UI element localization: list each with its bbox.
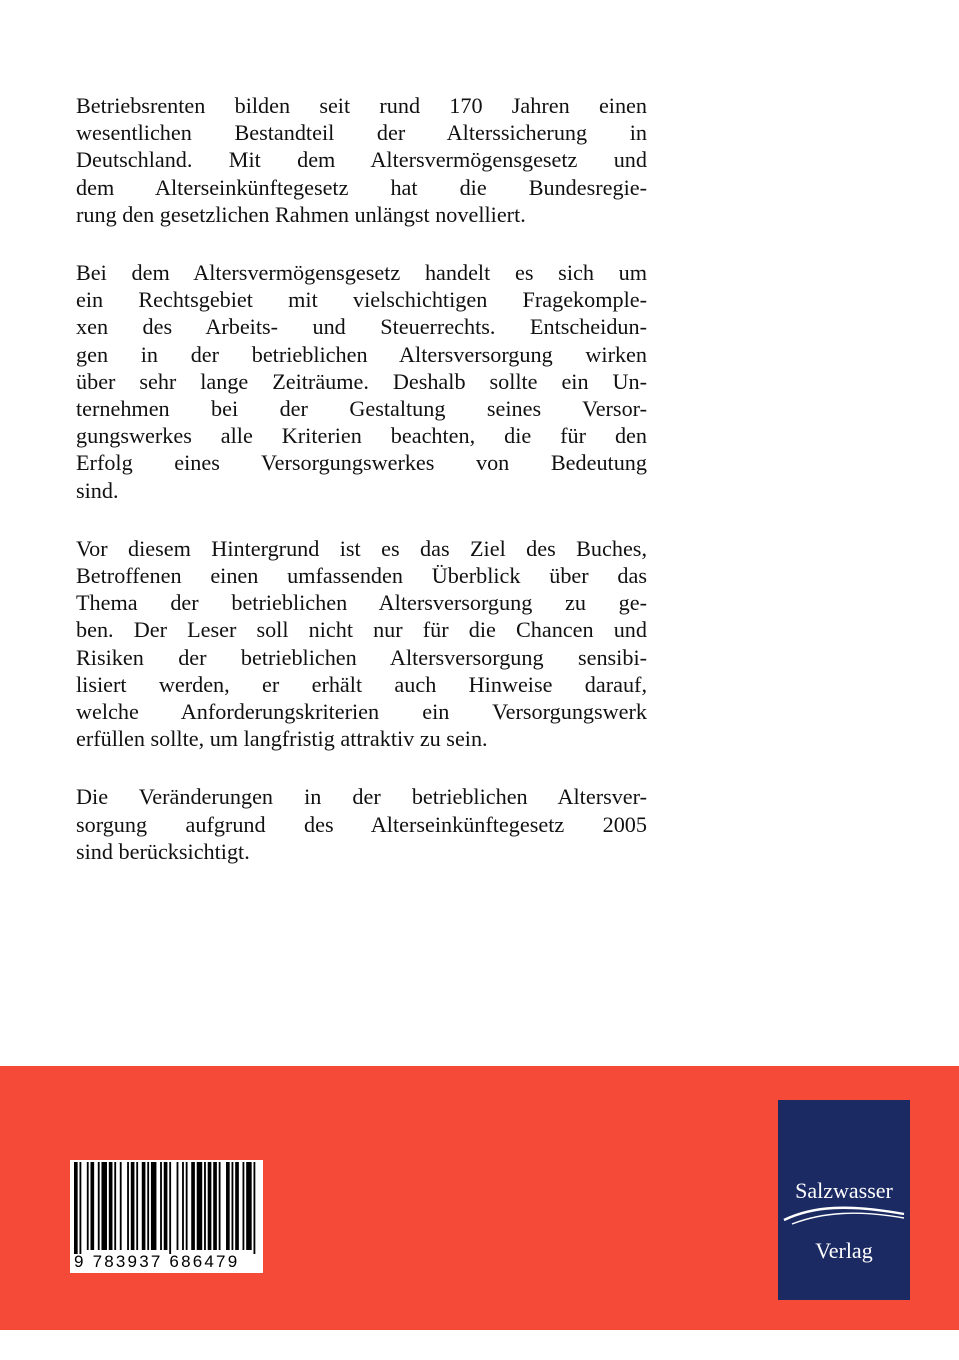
barcode-bar	[80, 1162, 82, 1254]
blurb-line: gungswerkes alle Kriterien beachten, die für den	[76, 423, 647, 449]
blurb-line: gen in der betrieblichen Altersversorgung wirken	[76, 341, 647, 367]
blurb-line: ein Rechtsgebiet mit vielschichtigen Fragekomple-	[76, 287, 647, 313]
blurb-line: sind.	[76, 477, 119, 503]
isbn-digits: 9 783937 686479	[74, 1252, 240, 1271]
blurb-line: welche Anforderungskriterien ein Versorgungswerk	[76, 699, 647, 725]
barcode-bar	[197, 1162, 203, 1250]
barcode-bar	[235, 1162, 239, 1250]
barcode-bar	[90, 1162, 94, 1250]
publisher-name-bottom: Verlag	[815, 1238, 873, 1263]
blurb-line: Vor diesem Hintergrund ist es das Ziel des Buches,	[76, 535, 647, 561]
barcode-bars	[74, 1162, 259, 1254]
blurb-line: Erfolg eines Versorgungswerkes von Bedeutung	[76, 450, 647, 476]
barcode-bar	[74, 1162, 78, 1254]
blurb-line: erfüllen sollte, um langfristig attraktiv zu sein.	[76, 726, 488, 752]
blurb-line: Betriebsrenten bilden seit rund 170 Jahren einen	[76, 93, 647, 118]
barcode-bar	[114, 1162, 116, 1250]
barcode-bar	[151, 1162, 157, 1250]
blurb-line: Deutschland. Mit dem Altersvermögensgesetz und	[76, 147, 647, 173]
blurb-paragraph	[76, 535, 647, 753]
barcode-bar	[160, 1162, 162, 1250]
barcode-bar	[208, 1162, 212, 1250]
blurb-line: rung den gesetzlichen Rahmen unlängst novelliert.	[76, 201, 526, 227]
blurb-line: lisiert werden, er erhält auch Hinweise darauf,	[76, 671, 647, 697]
blurb-line: ternehmen bei der Gestaltung seines Versor-	[76, 396, 647, 422]
blurb-paragraph	[76, 259, 647, 504]
blurb-line: sorgung aufgrund des Alterseinkünftegesetz 2005	[76, 811, 647, 837]
blurb-line: Risiken der betrieblichen Altersversorgung sensibi-	[76, 644, 647, 670]
barcode-bar	[120, 1162, 122, 1250]
blurb-line: dem Alterseinkünftegesetz hat die Bundesregie-	[76, 174, 647, 200]
barcode-bar	[191, 1162, 195, 1250]
barcode-bar	[219, 1162, 221, 1250]
barcode-bar	[226, 1162, 230, 1250]
blurb-line: Thema der betrieblichen Altersversorgung zu ge-	[76, 590, 647, 616]
blurb-line: über sehr lange Zeiträume. Deshalb sollte ein Un-	[76, 368, 647, 394]
bottom-margin	[0, 1330, 959, 1360]
isbn-barcode	[70, 1160, 263, 1273]
blurb-line: ben. Der Leser soll nicht nur für die Chancen und	[76, 617, 647, 643]
barcode-bar	[87, 1162, 89, 1250]
blurb-line: sind berücksichtigt.	[76, 838, 250, 864]
blurb-line: Die Veränderungen in der betrieblichen Altersver-	[76, 784, 647, 810]
barcode-bar	[177, 1162, 179, 1250]
barcode-bar	[169, 1162, 171, 1254]
barcode-bar	[127, 1162, 129, 1250]
blurb-paragraph	[76, 92, 647, 228]
barcode-bar	[109, 1162, 113, 1250]
blurb-line: Bei dem Altersvermögensgesetz handelt es sich um	[76, 260, 647, 286]
barcode-bar	[101, 1162, 107, 1250]
barcode-bar	[147, 1162, 149, 1250]
barcode-bar	[182, 1162, 184, 1250]
blurb-line: Betroffenen einen umfassenden Überblick über das	[76, 563, 647, 589]
wave-icon	[778, 1200, 910, 1230]
barcode-bar	[142, 1162, 146, 1250]
publisher-logo	[778, 1100, 910, 1300]
barcode-bar	[131, 1162, 135, 1250]
barcode-bar	[164, 1162, 168, 1250]
publisher-name-top: Salzwasser	[795, 1178, 893, 1203]
barcode-bar	[98, 1162, 100, 1250]
barcode-bar	[243, 1162, 245, 1250]
barcode-bar	[213, 1162, 217, 1250]
barcode-bar	[246, 1162, 252, 1250]
blurb-line: wesentlichen Bestandteil der Alterssicherung in	[76, 120, 647, 146]
barcode-bar	[136, 1162, 138, 1250]
blurb-line: xen des Arbeits- und Steuerrechts. Entscheidun-	[76, 314, 647, 340]
blurb-paragraph	[76, 783, 647, 865]
barcode-bar	[204, 1162, 206, 1250]
barcode-bar	[254, 1162, 256, 1254]
barcode-bar	[186, 1162, 188, 1250]
blurb-text	[76, 92, 647, 896]
barcode-bar	[232, 1162, 234, 1250]
